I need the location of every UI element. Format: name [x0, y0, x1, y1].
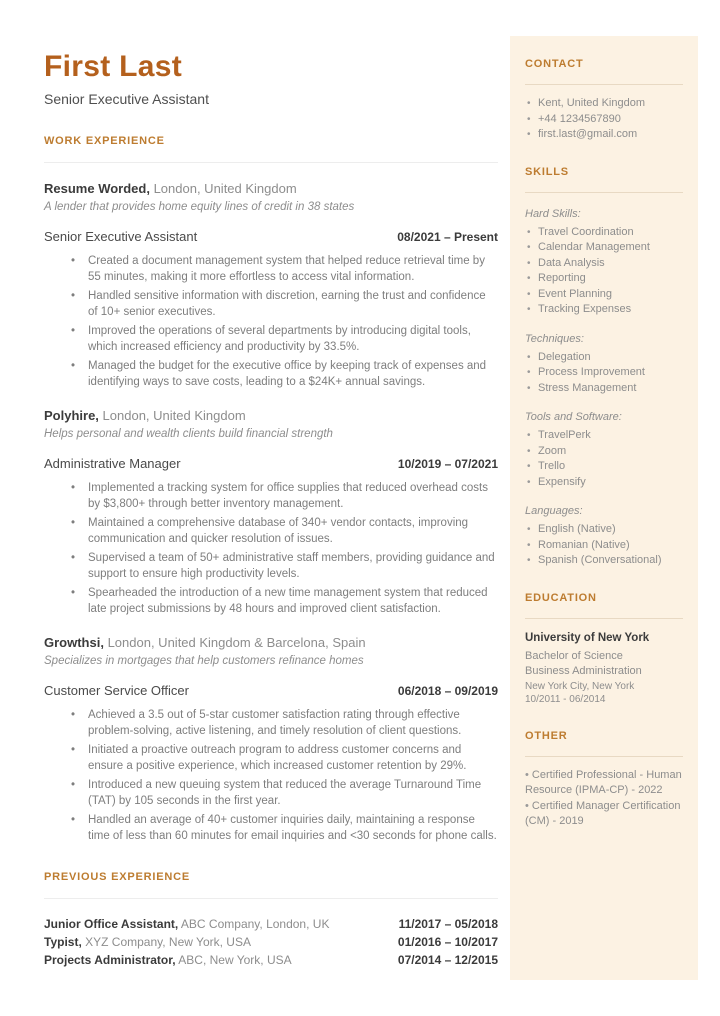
previous-role-dates: 01/2016 – 10/2017: [397, 935, 498, 949]
contact-item: • Kent, United Kingdom: [525, 96, 683, 112]
section-divider: [44, 898, 498, 899]
sidebar-divider: [525, 192, 683, 193]
company-block: [44, 635, 498, 844]
skill-item: • Stress Management: [525, 381, 683, 397]
skill-item: • Event Planning: [525, 287, 683, 303]
skill-item: • TravelPerk: [525, 428, 683, 444]
role-block: [44, 229, 498, 390]
bullet-item: • Achieved a 3.5 out of 5-star customer satisfaction rating through effective problem-solving, active listening, and timely resolution of client questions.: [44, 707, 498, 739]
role-dates: 06/2018 – 09/2019: [397, 684, 498, 698]
contact-heading: CONTACT: [525, 58, 584, 70]
skill-item: • Trello: [525, 459, 683, 475]
person-job-title: Senior Executive Assistant: [44, 91, 209, 107]
previous-role-title: Typist,: [44, 935, 82, 949]
role-row: [44, 229, 498, 244]
previous-experience-row: [44, 915, 498, 933]
company-block: [44, 408, 498, 617]
certification-item: • Certified Manager Certification (CM) - 2019: [525, 799, 683, 830]
company-block: [44, 181, 498, 390]
education-section: [525, 592, 683, 707]
role-block: [44, 683, 498, 844]
certification-item: • Certified Professional - Human Resource (IPMA-CP) - 2022: [525, 768, 683, 799]
company-description: Specializes in mortgages that help customers refinance homes: [44, 655, 364, 667]
skill-item: • Spanish (Conversational): [525, 553, 683, 569]
education-school: University of New York: [525, 631, 650, 644]
skill-item: • Expensify: [525, 475, 683, 491]
skill-list: [525, 350, 683, 397]
bullet-item: • Supervised a team of 50+ administrative staff members, providing guidance and support to ensure high productivity levels.: [44, 550, 498, 582]
bullet-item: • Managed the budget for the executive office by keeping track of expenses and identifying ways to save costs, leading to a $24K+ annual savings.: [44, 358, 498, 390]
skill-item: • Data Analysis: [525, 256, 683, 272]
skill-item: • Calendar Management: [525, 240, 683, 256]
skill-list: [525, 428, 683, 490]
skill-group-label: Tools and Software:: [525, 411, 622, 423]
sidebar-divider: [525, 618, 683, 619]
role-bullet-list: [44, 480, 498, 617]
bullet-item: • Improved the operations of several departments by introducing digital tools, which increased efficiency and productivity by 33.5%.: [44, 323, 498, 355]
skill-group: [525, 332, 683, 397]
skill-group: [525, 410, 683, 490]
skill-item: • Tracking Expenses: [525, 302, 683, 318]
skill-item: • English (Native): [525, 522, 683, 538]
other-section: [525, 730, 683, 830]
previous-role-dates: 11/2017 – 05/2018: [398, 917, 498, 931]
previous-role-company: XYZ Company, New York, USA: [85, 935, 251, 949]
skill-list: [525, 522, 683, 569]
sidebar-divider: [525, 84, 683, 85]
role-title: Administrative Manager: [44, 456, 181, 471]
skill-group-label: Techniques:: [525, 332, 584, 345]
role-bullet-list: [44, 707, 498, 844]
previous-experience-row: [44, 933, 498, 951]
previous-role-title: Junior Office Assistant,: [44, 917, 179, 931]
bullet-item: • Introduced a new queuing system that reduced the average Turnaround Time (TAT) by 105 seconds in the first year.: [44, 777, 498, 809]
previous-role-company: ABC Company, London, UK: [180, 917, 330, 931]
skill-group: [525, 504, 683, 569]
previous-experience-heading: PREVIOUS EXPERIENCE: [44, 871, 191, 883]
bullet-item: • Maintained a comprehensive database of 340+ vendor contacts, improving communication and quicker resolution of issues.: [44, 515, 498, 547]
company-location: London, United Kingdom: [102, 408, 246, 423]
skill-group-label: Hard Skills:: [525, 207, 581, 220]
education-dates: 10/2011 - 06/2014: [525, 694, 606, 705]
role-dates: 08/2021 – Present: [397, 230, 498, 244]
education-heading: EDUCATION: [525, 591, 597, 604]
previous-experience-list: [44, 915, 498, 969]
skills-heading: SKILLS: [525, 165, 569, 178]
previous-experience-row: [44, 951, 498, 969]
skill-item: • Process Improvement: [525, 365, 683, 381]
skill-list: [525, 225, 683, 318]
company-description: Helps personal and wealth clients build financial strength: [44, 428, 333, 440]
bullet-item: • Handled sensitive information with discretion, earning the trust and confidence of 10+ senior executives.: [44, 288, 498, 320]
education-location: New York City, New York: [525, 680, 635, 692]
role-title: Customer Service Officer: [44, 683, 189, 698]
company-name: Growthsi,: [44, 635, 104, 650]
previous-role-company: ABC, New York, USA: [178, 953, 292, 967]
skill-item: • Travel Coordination: [525, 225, 683, 241]
role-row: [44, 456, 498, 471]
company-line: [44, 181, 498, 197]
company-name: Polyhire,: [44, 408, 99, 423]
company-name: Resume Worded,: [44, 181, 150, 196]
previous-role-dates: 07/2014 – 12/2015: [397, 953, 498, 967]
other-heading: OTHER: [525, 729, 568, 742]
company-description: A lender that provides home equity lines of credit in 38 states: [44, 201, 355, 213]
person-name: First Last: [44, 50, 183, 83]
previous-role: [44, 951, 292, 969]
bullet-item: • Implemented a tracking system for office supplies that reduced overhead costs by $3,800+ through better inventory management.: [44, 480, 498, 512]
company-location: London, United Kingdom & Barcelona, Spain: [107, 635, 366, 650]
work-experience-heading: WORK EXPERIENCE: [44, 135, 165, 147]
contact-list: [525, 96, 683, 143]
previous-role: [44, 933, 251, 951]
role-dates: 10/2019 – 07/2021: [397, 457, 498, 471]
contact-section: [525, 58, 683, 143]
contact-item: • first.last@gmail.com: [525, 127, 683, 143]
skill-item: • Reporting: [525, 271, 683, 287]
role-title: Senior Executive Assistant: [44, 229, 198, 244]
main-column: [44, 50, 498, 969]
role-bullet-list: [44, 253, 498, 390]
skill-item: • Delegation: [525, 350, 683, 366]
company-line: [44, 635, 498, 651]
contact-item: • +44 1234567890: [525, 112, 683, 128]
bullet-item: • Spearheaded the introduction of a new time management system that reduced late project submissions by 48 hours and improved client satisfaction.: [44, 585, 498, 617]
role-block: [44, 456, 498, 617]
education-degree: Bachelor of Science: [525, 649, 623, 662]
sidebar: [510, 36, 698, 980]
skills-section: [525, 166, 683, 569]
bullet-item: • Handled an average of 40+ customer inquiries daily, maintaining a response time of less than 60 minutes for email inquiries and <30 seconds for phone calls.: [44, 812, 498, 844]
skill-item: • Zoom: [525, 444, 683, 460]
skill-group: [525, 207, 683, 318]
company-location: London, United Kingdom: [153, 181, 297, 196]
previous-role-title: Projects Administrator,: [44, 953, 176, 967]
education-major: Business Administration: [525, 665, 642, 677]
role-row: [44, 683, 498, 698]
bullet-item: • Created a document management system that helped reduce retrieval time by 55 minutes, making it more effortless to access vital information.: [44, 253, 498, 285]
bullet-item: • Initiated a proactive outreach program to address customer concerns and ensure a positive experience, which increased customer retention by 29%.: [44, 742, 498, 774]
sidebar-divider: [525, 756, 683, 757]
skill-item: • Romanian (Native): [525, 538, 683, 554]
previous-role: [44, 915, 329, 933]
skill-group-label: Languages:: [525, 505, 583, 517]
section-divider: [44, 162, 498, 163]
company-line: [44, 408, 498, 424]
